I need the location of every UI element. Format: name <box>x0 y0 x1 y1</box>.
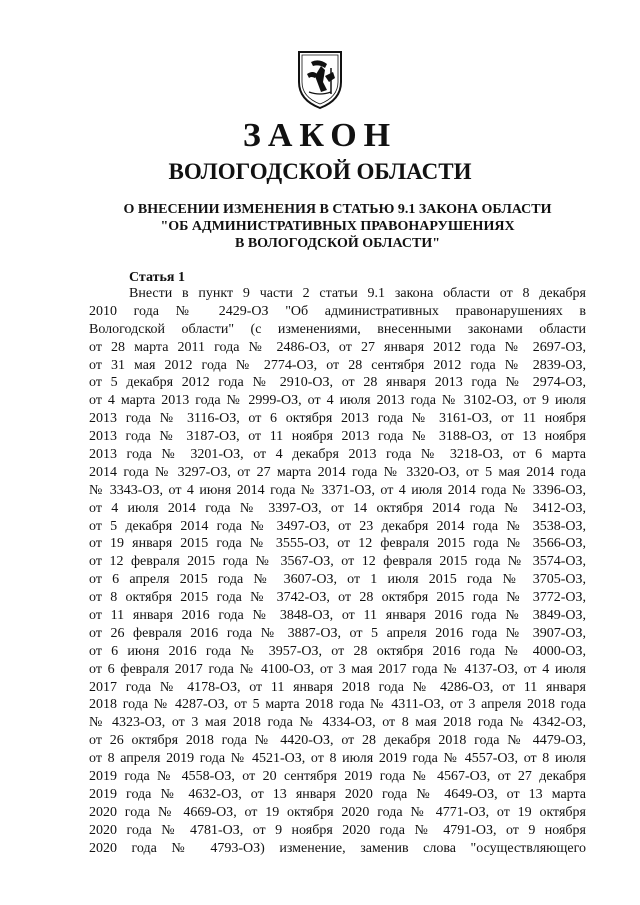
body-line: от 4 июля 2014 года № 3397-ОЗ, от 14 октября 2014 года № 3412-ОЗ, <box>89 500 586 516</box>
body-line: 2014 года № 3297-ОЗ, от 27 марта 2014 года № 3320-ОЗ, от 5 мая 2014 года <box>89 464 586 480</box>
body-line: от 12 февраля 2015 года № 3567-ОЗ, от 12 февраля 2015 года № 3574-ОЗ, <box>89 554 586 570</box>
body-line: от 26 февраля 2016 года № 3887-ОЗ, от 5 апреля 2016 года № 3907-ОЗ, <box>89 625 586 641</box>
body-line: 2019 года № 4558-ОЗ, от 20 сентября 2019 года № 4567-ОЗ, от 27 декабря <box>89 769 586 785</box>
article-label: Статья 1 <box>129 270 185 285</box>
body-line: 2020 года № 4793-ОЗ) изменение, заменив слова "осуществляющего <box>89 840 586 856</box>
body-line: от 5 декабря 2014 года № 3497-ОЗ, от 23 декабря 2014 года № 3538-ОЗ, <box>89 518 586 534</box>
body-line: от 31 мая 2012 года № 2774-ОЗ, от 28 сентября 2012 года № 2839-ОЗ, <box>89 357 586 373</box>
body-line: от 6 июня 2016 года № 3957-ОЗ, от 28 октября 2016 года № 4000-ОЗ, <box>89 643 586 659</box>
body-line: от 11 января 2016 года № 3848-ОЗ, от 11 января 2016 года № 3849-ОЗ, <box>89 608 586 624</box>
law-heading-line: В ВОЛОГОДСКОЙ ОБЛАСТИ" <box>234 236 441 251</box>
body-line: 2018 года № 4287-ОЗ, от 5 марта 2018 года № 4311-ОЗ, от 3 апреля 2018 года <box>89 697 586 713</box>
body-line: от 4 марта 2013 года № 2999-ОЗ, от 4 июля 2013 года № 3102-ОЗ, от 9 июля <box>89 393 586 409</box>
body-line: от 8 апреля 2019 года № 4521-ОЗ, от 8 июля 2019 года № 4557-ОЗ, от 8 июля <box>89 751 586 767</box>
coat-of-arms-emblem <box>291 48 349 110</box>
body-line: 2010 года № 2429-ОЗ "Об административных правонарушениях в <box>89 303 586 319</box>
law-heading-line: "ОБ АДМИНИСТРАТИВНЫХ ПРАВОНАРУШЕНИЯХ <box>160 219 515 234</box>
article-body <box>89 285 586 858</box>
body-line: 2020 года № 4669-ОЗ, от 19 октября 2020 года № 4771-ОЗ, от 19 октября <box>89 804 586 820</box>
body-line: от 8 октября 2015 года № 3742-ОЗ, от 28 октября 2015 года № 3772-ОЗ, <box>89 590 586 606</box>
body-line: 2017 года № 4178-ОЗ, от 11 января 2018 года № 4286-ОЗ, от 11 января <box>89 679 586 695</box>
body-line: от 6 апреля 2015 года № 3607-ОЗ, от 1 июля 2015 года № 3705-ОЗ, <box>89 572 586 588</box>
body-line: № 4323-ОЗ, от 3 мая 2018 года № 4334-ОЗ, от 8 мая 2018 года № 4342-ОЗ, <box>89 715 586 731</box>
body-line: от 5 декабря 2012 года № 2910-ОЗ, от 28 января 2013 года № 2974-ОЗ, <box>89 375 586 391</box>
body-line: 2013 года № 3116-ОЗ, от 6 октября 2013 года № 3161-ОЗ, от 11 ноября <box>89 411 586 427</box>
document-subtitle: ВОЛОГОДСКОЙ ОБЛАСТИ <box>168 159 472 184</box>
body-line: 2020 года № 4781-ОЗ, от 9 ноября 2020 года № 4791-ОЗ, от 9 ноября <box>89 822 586 838</box>
body-line: Внести в пункт 9 части 2 статьи 9.1 закона области от 8 декабря <box>129 286 586 301</box>
body-line: 2013 года № 3187-ОЗ, от 11 ноября 2013 года № 3188-ОЗ, от 13 ноября <box>89 429 586 445</box>
body-line: от 26 октября 2018 года № 4420-ОЗ, от 28 декабря 2018 года № 4479-ОЗ, <box>89 733 586 749</box>
body-line: от 19 января 2015 года № 3555-ОЗ, от 12 февраля 2015 года № 3566-ОЗ, <box>89 536 586 552</box>
law-heading-line: О ВНЕСЕНИИ ИЗМЕНЕНИЯ В СТАТЬЮ 9.1 ЗАКОНА ОБЛАСТИ <box>123 202 552 217</box>
body-line: № 3343-ОЗ, от 4 июня 2014 года № 3371-ОЗ, от 4 июля 2014 года № 3396-ОЗ, <box>89 482 586 498</box>
body-line: Вологодской области" (с изменениями, внесенными законами области <box>89 321 586 337</box>
body-line: от 28 марта 2011 года № 2486-ОЗ, от 27 января 2012 года № 2697-ОЗ, <box>89 339 586 355</box>
body-line: 2019 года № 4632-ОЗ, от 13 января 2020 года № 4649-ОЗ, от 13 марта <box>89 786 586 802</box>
body-line: от 6 февраля 2017 года № 4100-ОЗ, от 3 мая 2017 года № 4137-ОЗ, от 4 июля <box>89 661 586 677</box>
body-line: 2013 года № 3201-ОЗ, от 4 декабря 2013 года № 3218-ОЗ, от 6 марта <box>89 447 586 463</box>
law-heading <box>90 201 585 252</box>
document-title: ЗАКОН <box>242 117 398 154</box>
